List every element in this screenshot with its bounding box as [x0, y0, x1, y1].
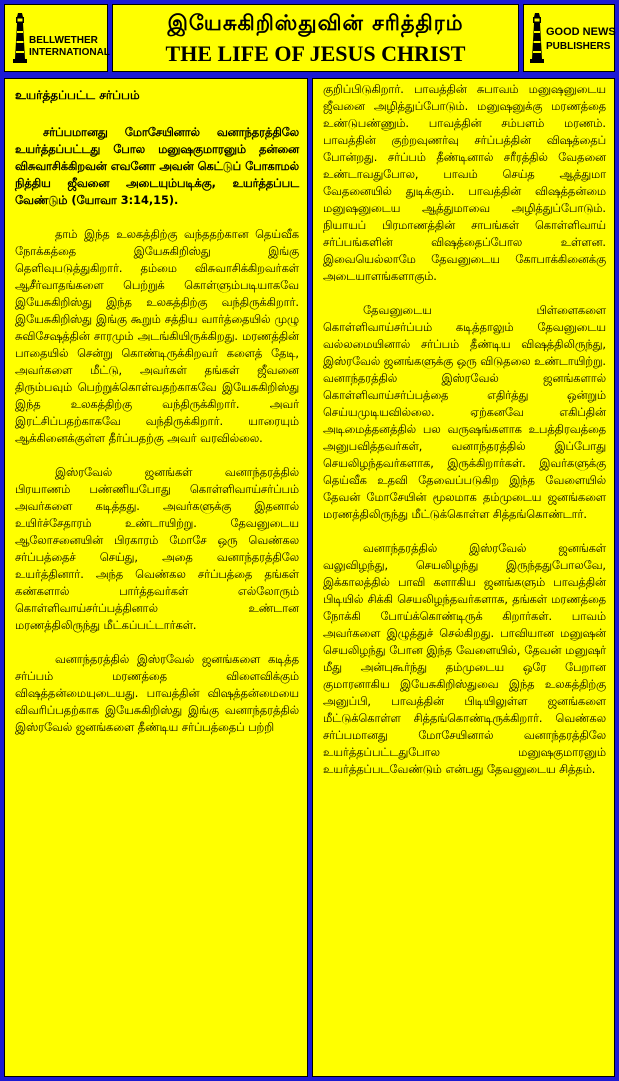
paragraph-continued: குறிப்பிடுகிறார். பாவத்தின் சுபாவம் மனுஷனுடைய ஜீவனை அழித்துப்போடும். மனுஷனுக்கு மரணத்தை உண்டுபண்ணும். பாவத்தின் சம்பளம் மரணம். பாவத்தின் குற்றவுணர்வு சர்ப்பத்தின் விஷத்தைப் போன்றது. சர்ப்பம் தீண்டினால் சரீரத்தில் வேதனை உண்டாவதுபோல, பாவம் செய்த ஆத்துமா வேதனையில் துடிக்கும். பாவத்தின் விஷத்தன்மை மனுஷனுடைய ஆத்துமாவை அழித்துப்போடும். நியாயப் பிரமாணத்தின் சாபங்கள் கொள்ளிவாய் சர்ப்பங்களின் விஷத்தைப்போல உள்ளன. இவையெல்லாமே தேவனுடைய கோபாக்கினைக்கு அடையாளங்களாகும்.	[323, 83, 606, 283]
lighthouse-icon	[13, 13, 27, 63]
logo-left-line2: INTERNATIONAL	[29, 47, 110, 58]
paragraph: தேவனுடைய பிள்ளைகளை கொள்ளிவாய்சர்ப்பம் கடித்தாலும் தேவனுடைய வல்லமையினால் சர்ப்பம் தீண்டிய விஷத்திலிருந்து, இஸ்ரவேல் ஜனங்களுக்கு ஒரு விடுதலை உண்டாயிற்று. வனாந்தரத்தில் இஸ்ரவேல் ஜனங்களால் கொள்ளிவாய்சர்ப்பத்தை எதிர்த்து ஒன்றும் செய்யமுடியவில்லை. ஏற்கனவே எகிப்தின் அடிமைத்தனத்தில் பல வருஷங்களாக உபத்திரவத்தை அனுபவித்தவர்கள், வனாந்தரத்தில் இப்போது செயலிழந்தவர்களாக, இருக்கிறார்கள். இவர்களுக்கு தெய்வீக உதவி தேவைப்படுகிற இந்த வேளையில் தேவன் மோசேயின் மூலமாக தம்முடைய ஜனங்களை மரணத்திலிருந்து மீட்டுக்கொள்ள சித்தங்கொண்டார்.	[323, 304, 606, 521]
header-title	[112, 4, 519, 72]
paragraph: தாம் இந்த உலகத்திற்கு வந்ததற்கான தெய்வீக நோக்கத்தை இயேசுகிறிஸ்து இங்கு தெளிவுபடுத்துகிறார். தம்மை விசுவாசிக்கிறவர்கள் ஆசீர்வாதங்களை பெற்றுக் கொள்ளும்படியாகவே இயேசுகிறிஸ்து இந்த உலகத்திற்கு வந்திருக்கிறார். இயேசுகிறிஸ்து இங்கு கூறும் சத்திய வார்த்தையில் முழு சுவிசேஷத்தின் சாரமும் அடங்கியிருக்கிறது. மரணத்தின் பாதையில் சென்று கொண்டிருக்கிறவர் களைத் தேடி, அவர்களை மீட்டு, அவர்கள் தங்கள் ஜீவனை திரும்பவும் பெற்றுக்கொள்வதற்காகவே இயேசுகிறிஸ்து இந்த உலகத்திற்கு வந்திருக்கிறார். அவர் இரட்சிப்பதற்காகவே வந்திருக்கிறார். யாரையும் ஆக்கினைக்குள்ள தீர்ப்பதற்கு அவர் வரவில்லை.	[15, 228, 299, 445]
title-english: THE LIFE OF JESUS CHRIST	[165, 41, 466, 66]
lighthouse-icon	[530, 13, 544, 63]
article-heading: உயர்த்தப்பட்ட சர்ப்பம்	[15, 88, 140, 102]
good-news-logo	[523, 4, 615, 72]
title-tamil: இயேசுகிறிஸ்துவின் சரித்திரம்	[167, 11, 464, 35]
article-column-left	[4, 78, 308, 1077]
paragraph: இஸ்ரவேல் ஜனங்கள் வனாந்தரத்தில் பிரயாணம் பண்ணியபோது கொள்ளிவாய்சர்ப்பம் அவர்களை கடித்தது. அவர்களுக்கு இதனால் உயிர்ச்சேதாரம் உண்டாயிற்று. தேவனுடைய ஆலோசனையின் பிரகாரம் மோசே ஒரு வெண்கல சர்ப்பத்தைச் செய்து, அதை வனாந்தரத்திலே உயர்த்தினார். அந்த வெண்கல சர்ப்பத்தை தங்கள் கண்களால் பார்த்தவர்கள் எல்லோரும் கொள்ளிவாய்சர்ப்பத்தினால் உண்டான மரணத்திலிருந்து மீட்கப்பட்டார்கள்.	[15, 466, 299, 632]
paragraph: வனாந்தரத்தில் இஸ்ரவேல் ஜனங்களை கடித்த சர்ப்பம் மரணத்தை விளைவிக்கும் விஷத்தன்மையுடையது. பாவத்தின் விஷத்தன்மையை விவரிப்பதற்காக இயேசுகிறிஸ்து இங்கு வனாந்தரத்தில் இஸ்ரவேல் ஜனங்களை தீண்டிய சர்ப்பத்தைப் பற்றி	[15, 653, 299, 734]
logo-right-line2: PUBLISHERS	[546, 41, 611, 52]
article-column-right	[312, 78, 615, 1077]
logo-right-line1: GOOD NEWS	[546, 26, 616, 38]
logo-left-line1: BELLWETHER	[29, 35, 98, 46]
bellwether-logo	[4, 4, 108, 72]
paragraph: வனாந்தரத்தில் இஸ்ரவேல் ஜனங்கள் வலுவிழந்து, செயலிழந்து இருந்ததுபோலவே, இக்காலத்தில் பாவி களாகிய ஜனங்களும் பாவத்தின் பிடியில் சிக்கி செயலிழந்தவர்களாக, தங்கள் மரணத்தை நோக்கி போய்க்கொண்டிருக் கிறார்கள். பாவம் அவர்களை இழுத்துச் செல்கிறது. பாவியான மனுஷன் செயலிழந்து போன இந்த வேளையில், தேவன் மனுஷர் மீது அன்புகூர்ந்து தம்முடைய ஒரே பேறான குமாரனாகிய இயேசுகிறிஸ்துவை இந்த உலகத்திற்கு அனுப்பி, பாவத்தின் பிடியிலுள்ள ஜனங்களை மீட்டுக்கொள்ள சித்தங்கொண்டிருக்கிறார். வெண்கல சர்ப்பமானது மோசேயினால் வனாந்தரத்திலே உயர்த்தப்பட்டதுபோல மனுஷகுமாரனும் உயர்த்தப்படவேண்டும் என்பது தேவனுடைய சித்தம்.	[323, 542, 606, 776]
key-verse: சர்ப்பமானது மோசேயினால் வனாந்தரத்திலே உயர்த்தப்பட்டது போல மனுஷகுமாரனும் தன்னை விசுவாசிக்கிறவன் எவனோ அவன் கெட்டுப் போகாமல் நித்திய ஜீவனை அடையும்படிக்கு, உயர்த்தப்பட வேண்டும் (யோவா 3:14,15).	[15, 126, 299, 207]
